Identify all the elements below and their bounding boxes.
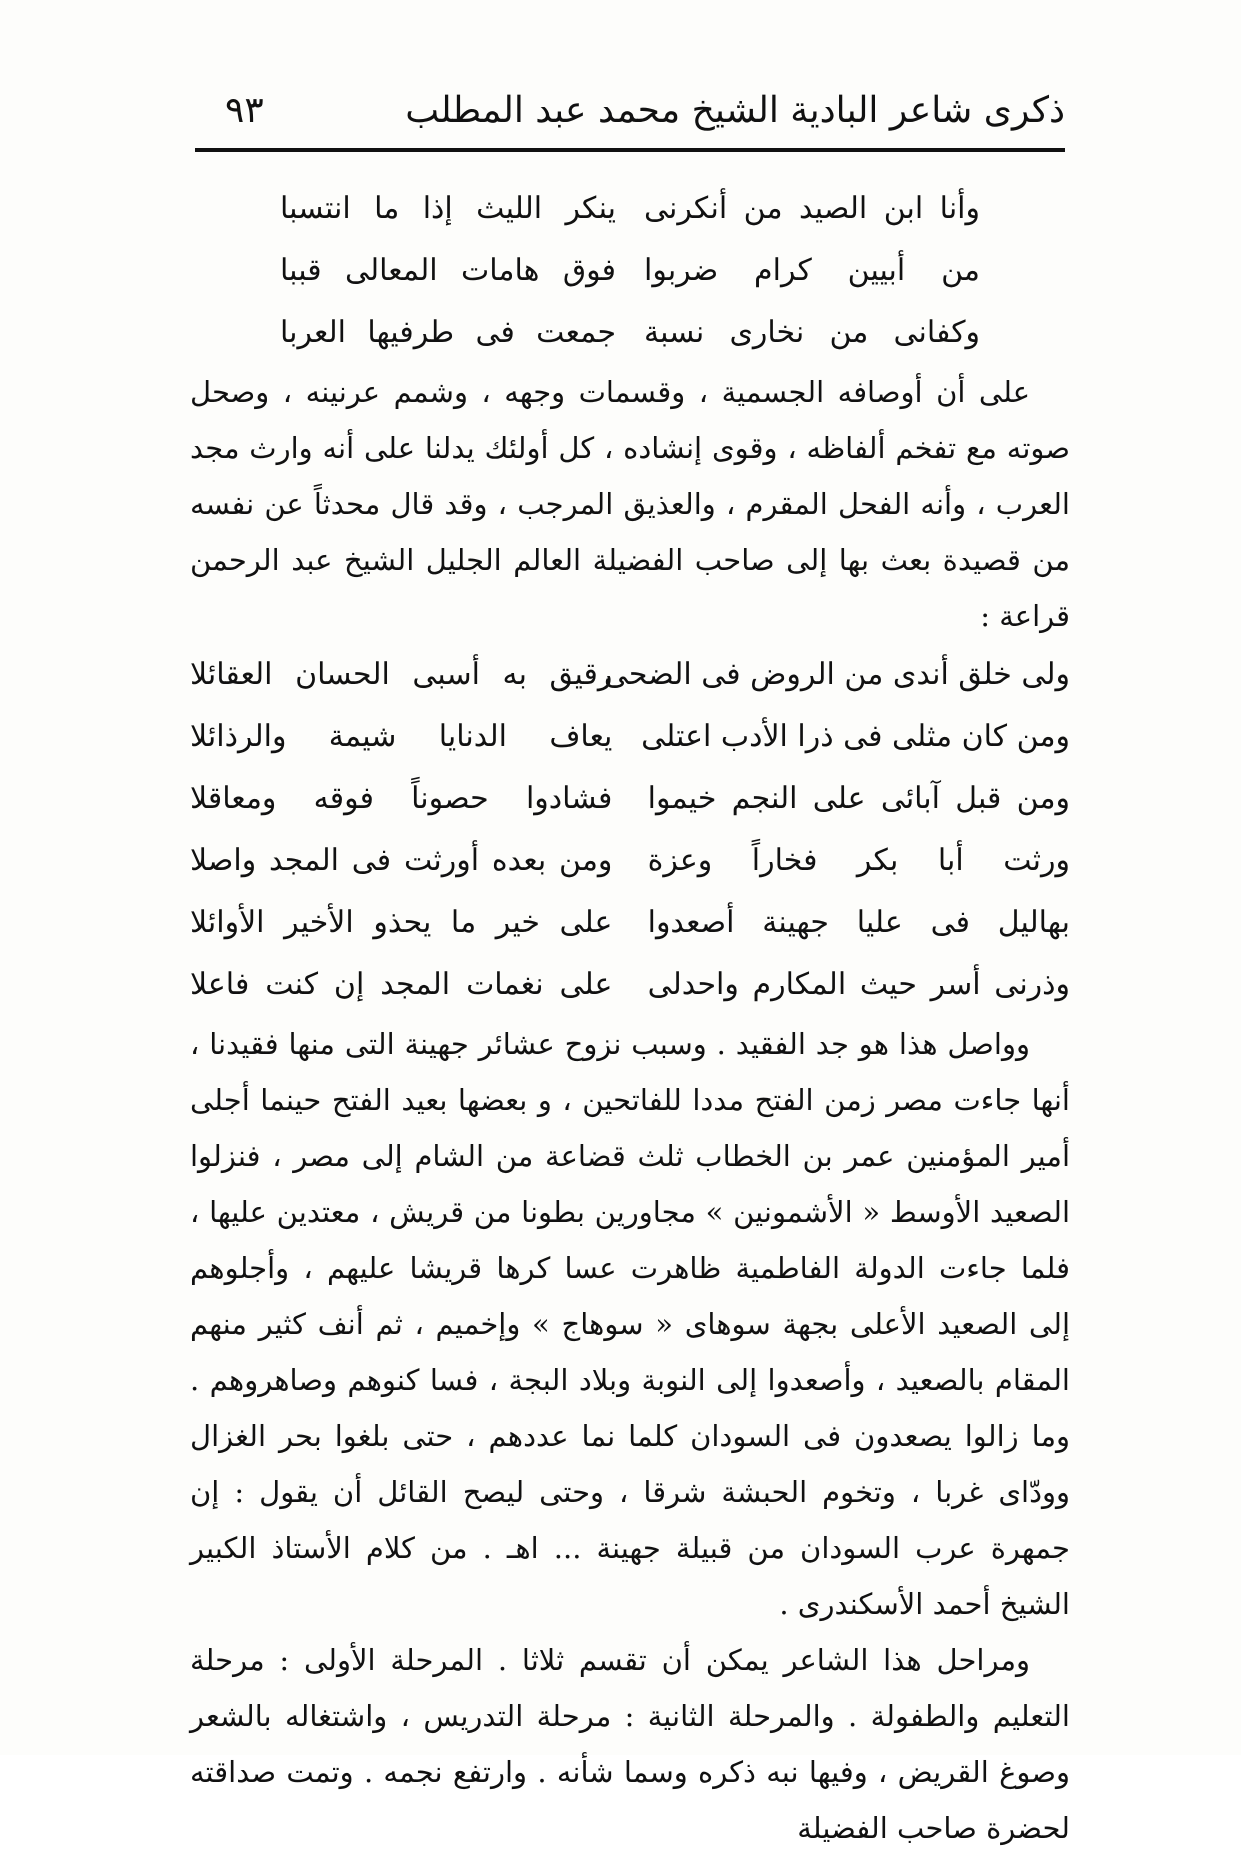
verse-line [190,178,1070,240]
verse-second-hemistich: على نغمات المجد إن كنت فاعلا [190,967,613,1002]
verse-line [190,240,1070,302]
verse-first-hemistich: ورثت أبا بكر فخاراً وعزة [647,843,1070,878]
verse-first-hemistich: ومن كان مثلى فى ذرا الأدب اعتلى [641,719,1070,754]
verse-first-hemistich: وأنا ابن الصيد من أنكرنى [644,191,980,226]
paragraph: ومراحل هذا الشاعر يمكن أن تقسم ثلاثا . المرحلة الأولى : مرحلة التعليم والطفولة . والمرحلة الثانية : مرحلة التدريس ، واشتغاله بالشعر وصوغ القريض ، وفيها نبه ذكره وسما شأنه . وارتفع نجمه . وتمت صداقته لحضرة صاحب الفضيلة [190,1643,1070,1845]
paragraph: وواصل هذا هو جد الفقيد . وسبب نزوح عشائر جهينة التى منها فقيدنا ، أنها جاءت مصر زمن الفتح مددا للفاتحين ، و بعضها بعيد الفتح حينما أجلى أمير المؤمنين عمر بن الخطاب ثلث قضاعة من الشام إلى مصر ، فنزلوا الصعيد الأوسط « الأشمونين » مجاورين بطونا من قريش ، معتدين عليها ، فلما جاءت الدولة الفاطمية ظاهرت عسا كرها قريشا عليهم ، وأجلوهم إلى الصعيد الأعلى بجهة سوهاى « سوهاج » وإخميم ، ثم أنف كثير منهم المقام بالصعيد ، وأصعدوا إلى النوبة وبلاد البجة ، فسا كنوهم وصاهروهم . وما زالوا يصعدون فى السودان كلما نما عددهم ، حتى بلغوا بحر الغزال وودّاى غربا ، وتخوم الحبشة شرقا ، وحتى ليصح القائل أن يقول : إن جمهرة عرب السودان من قبيلة جهينة ... اهـ . من كلام الأستاذ الكبير الشيخ أحمد الأسكندرى . [190,1027,1070,1621]
page-body [190,178,1070,1856]
verse-second-hemistich: ينكر الليث إذا ما انتسبا [280,191,616,226]
page-header [195,90,1065,150]
verse-first-hemistich: ولى خلق أندى من الروض فى الضحى [603,657,1070,692]
verse-second-hemistich: على خير ما يحذو الأخير الأوائلا [190,905,613,940]
verse-line [190,892,1070,954]
verse-line [190,830,1070,892]
verse-first-hemistich: وكفانى من نخارى نسبة [644,315,980,350]
verse-line [190,302,1070,364]
header-rule [195,148,1065,152]
verse-line [190,706,1070,768]
poem-block-1 [190,178,1070,364]
verse-second-hemistich: فوق هامات المعالى قببا [280,253,616,288]
verse-second-hemistich: ومن بعده أورثت فى المجد واصلا [190,843,613,878]
verse-second-hemistich: جمعت فى طرفيها العربا [280,315,616,350]
poem-block-2 [190,644,1070,1016]
verse-first-hemistich: وذرنى أسر حيث المكارم واحدلى [647,967,1070,1002]
verse-first-hemistich: بهاليل فى عليا جهينة أصعدوا [647,905,1070,940]
verse-second-hemistich: يعاف الدنايا شيمة والرذائلا [190,719,613,754]
page-number: ٩٣ [225,90,264,131]
verse-second-hemistich: رقيق به أسبى الحسان العقائلا [190,657,613,692]
paragraph: على أن أوصافه الجسمية ، وقسمات وجهه ، وشمم عرنينه ، وصحل صوته مع تفخم ألفاظه ، وقوى إنشاده ، كل أولئك يدلنا على أنه وارث مجد العرب ، وأنه الفحل المقرم ، والعذيق المرجب ، وقد قال محدثاً عن نفسه من قصيدة بعث بها إلى صاحب الفضيلة العالم الجليل الشيخ عبد الرحمن قراعة : [190,375,1070,633]
verse-line [190,644,1070,706]
running-title: ذكرى شاعر البادية الشيخ محمد عبد المطلب [405,90,1065,131]
verse-first-hemistich: ومن قبل آبائى على النجم خيموا [647,781,1070,816]
verse-line [190,768,1070,830]
verse-first-hemistich: من أبيين كرام ضربوا [644,253,980,288]
verse-second-hemistich: فشادوا حصوناً فوقه ومعاقلا [190,781,613,816]
verse-line [190,954,1070,1016]
